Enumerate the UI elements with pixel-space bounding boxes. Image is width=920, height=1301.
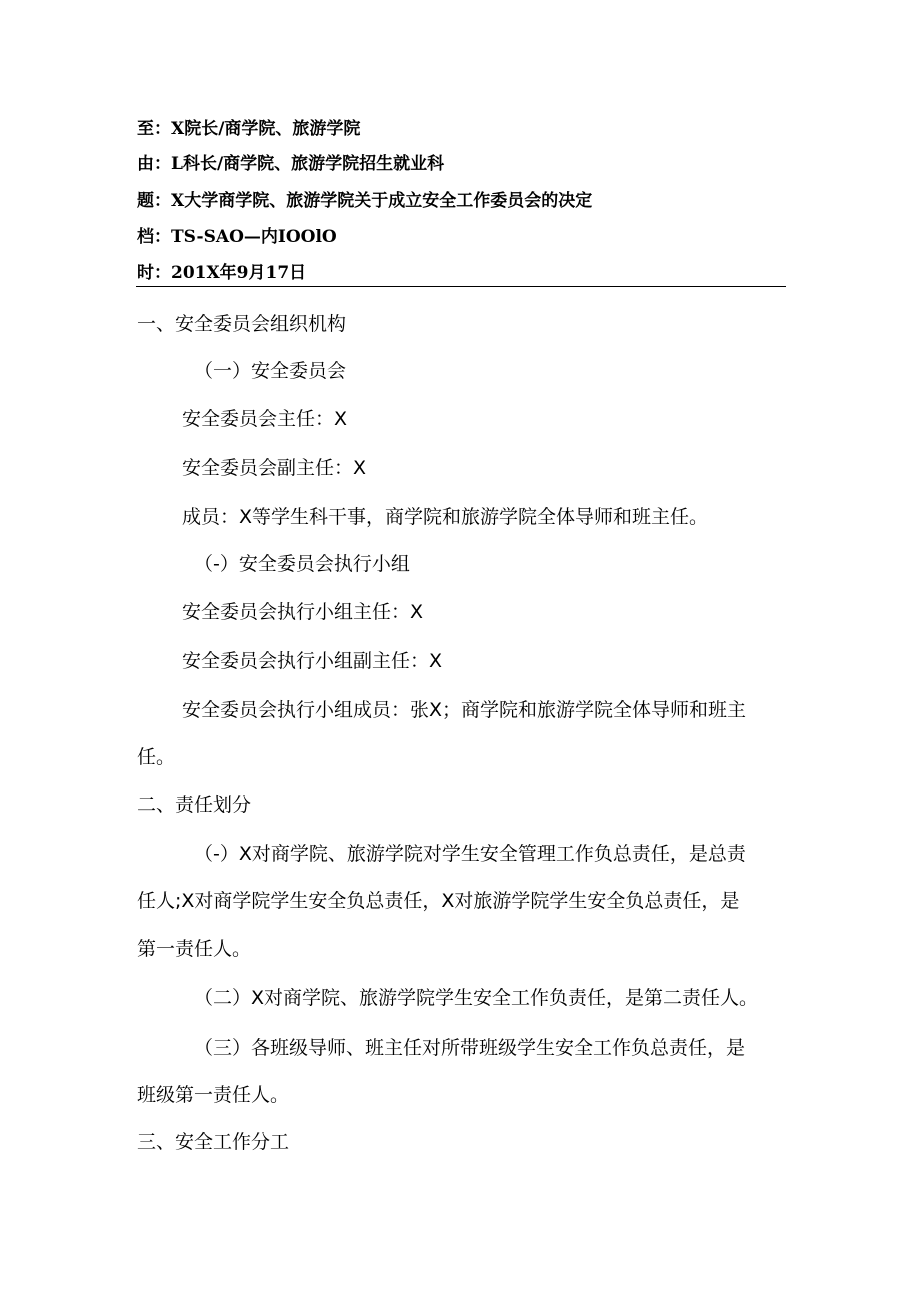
memo-from: 由：L科长/商学院、旅游学院招生就业科 — [137, 154, 445, 174]
responsibility-item-1-line-3: 第一责任人。 — [137, 938, 252, 960]
section-3-heading: 三、安全工作分工 — [137, 1131, 290, 1153]
group-vice-director: 安全委员会执行小组副主任：X — [182, 650, 443, 672]
subsection-executive-group-title: （-）安全委员会执行小组 — [194, 553, 410, 575]
memo-subject: 题：X大学商学院、旅游学院关于成立安全工作委员会的决定 — [137, 191, 593, 211]
responsibility-item-1-line-1: （-）X对商学院、旅游学院对学生安全管理工作负总责任，是总责 — [194, 843, 746, 865]
section-1-heading: 一、安全委员会组织机构 — [137, 313, 347, 335]
section-2-heading: 二、责任划分 — [137, 794, 252, 816]
memo-time: 时：201X年9月17日 — [137, 263, 307, 283]
header-divider — [136, 286, 786, 287]
responsibility-item-1-line-2: 任人;X对商学院学生安全负总责任，X对旅游学院学生安全负总责任，是 — [137, 890, 740, 912]
committee-director: 安全委员会主任：X — [182, 408, 348, 430]
group-members-line-2: 任。 — [137, 746, 176, 768]
committee-members: 成员：X等学生科干事，商学院和旅游学院全体导师和班主任。 — [182, 506, 709, 528]
group-members-line-1: 安全委员会执行小组成员：张X；商学院和旅游学院全体导师和班主 — [182, 699, 747, 721]
responsibility-item-3-line-2: 班级第一责任人。 — [137, 1084, 290, 1106]
committee-vice-director: 安全委员会副主任：X — [182, 457, 367, 479]
responsibility-item-2: （二）X对商学院、旅游学院学生安全工作负责任，是第二责任人。 — [194, 987, 759, 1009]
memo-to: 至：X院长/商学院、旅游学院 — [137, 119, 361, 139]
memo-file-number: 档：TS-SAO—内IOOlO — [137, 227, 337, 247]
group-director: 安全委员会执行小组主任：X — [182, 601, 424, 623]
subsection-committee-title: （一）安全委员会 — [194, 360, 347, 382]
responsibility-item-3-line-1: （三）各班级导师、班主任对所带班级学生安全工作负总责任，是 — [194, 1037, 746, 1059]
